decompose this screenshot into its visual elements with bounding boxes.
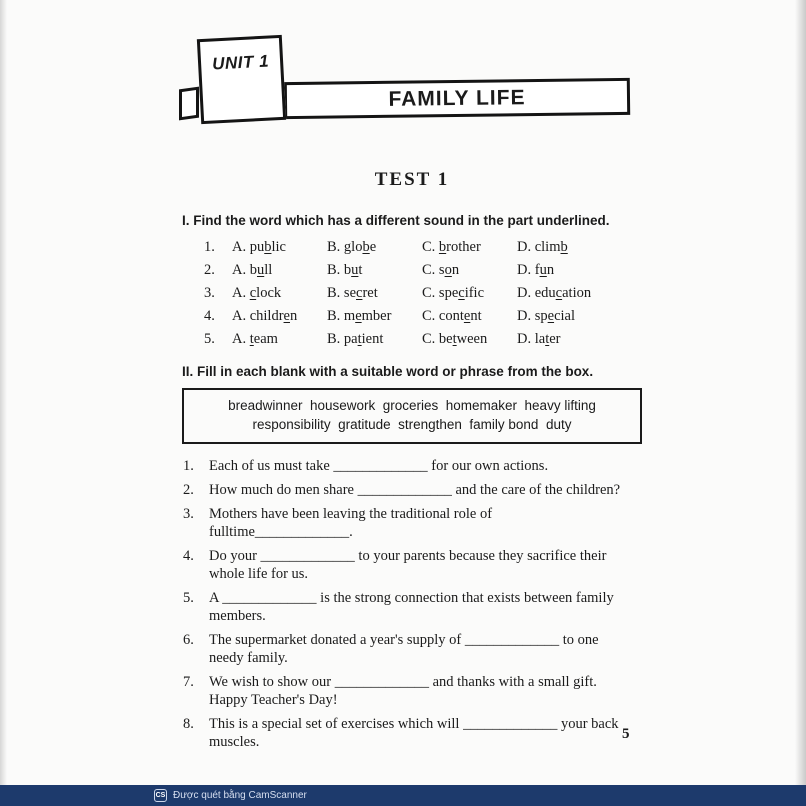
question-text [209,457,633,476]
option-a: A. bull [232,261,273,278]
question-row [182,589,642,626]
question-line: Happy Teacher's Day! [209,692,338,708]
question-text [209,589,633,626]
question-text [209,505,633,542]
question-line: Mothers have been leaving the traditional role of fulltime_____________. [209,505,493,540]
option-d: D. special [517,307,575,324]
question-number: 3. [204,284,215,301]
word-bank-line: responsibility gratitude strengthen family bond duty [252,417,572,433]
question-number: 4. [204,307,215,324]
question-line: needy family. [209,650,288,666]
question-line: The supermarket donated a year's supply of _____________ to one [209,631,599,648]
option-c: C. content [422,307,482,324]
question-text [209,673,633,710]
unit-title-banner [284,78,630,119]
question-text [209,631,633,668]
question-number: 5. [204,330,215,347]
option-b: B. patient [327,330,384,347]
unit-badge [197,35,286,124]
question-row [182,481,642,500]
option-a: A. clock [232,284,282,301]
option-a: A. public [232,238,286,255]
option-d: D. education [517,284,592,301]
option-b: B. but [327,261,363,278]
question-line: Do your _____________ to your parents because they sacrifice their [209,547,607,564]
phonetic-row [182,259,642,282]
question-text [209,547,633,584]
phonetic-row [182,282,642,305]
question-row [182,505,642,542]
question-number: 8. [183,715,194,732]
word-bank-box [182,388,642,444]
question-row [182,547,642,584]
option-a: A. children [232,307,298,324]
test-title: TEST 1 [374,169,450,190]
question-number: 5. [183,589,194,606]
camscanner-text: Được quét bằng CamScanner [173,790,307,801]
phonetic-row [182,236,642,259]
question-row [182,631,642,668]
question-number: 3. [183,505,194,522]
question-row [182,457,642,476]
question-line: How much do men share _____________ and the care of the children? [209,481,621,498]
question-text [209,481,633,500]
question-line: A _____________ is the strong connection that exists between family [209,589,614,606]
unit-label: UNIT 1 [211,51,270,74]
option-a: A. team [232,330,278,347]
question-line: muscles. [209,734,260,750]
camscanner-watermark-bar [0,785,806,806]
question-line: members. [209,608,266,624]
question-number: 2. [183,481,194,498]
option-c: C. between [422,330,488,347]
section1-heading: I. Find the word which has a different sound in the part underlined. [182,212,610,228]
phonetic-row [182,305,642,328]
camscanner-icon: CS [154,789,167,802]
option-d: D. climb [517,238,568,255]
question-line: We wish to show our _____________ and thanks with a small gift. [209,673,597,690]
page-content [182,168,642,752]
option-d: D. fun [517,261,555,278]
question-number: 6. [183,631,194,648]
unit-header [0,0,806,168]
question-line: This is a special set of exercises which will _____________ your back [209,715,619,732]
unit-title: FAMILY LIFE [388,85,526,111]
word-bank-line: breadwinner housework groceries homemaker heavy lifting [228,397,596,413]
question-number: 4. [183,547,194,564]
option-b: B. secret [327,284,378,301]
option-b: B. globe [327,238,377,255]
question-number: 1. [183,457,194,474]
section2-heading: II. Fill in each blank with a suitable word or phrase from the box. [182,363,594,379]
question-text [209,715,633,752]
question-number: 1. [204,238,215,255]
question-number: 2. [204,261,215,278]
option-c: C. specific [422,284,485,301]
question-number: 7. [183,673,194,690]
phonetic-row [182,328,642,351]
page-number: 5 [622,726,630,742]
question-row [182,715,642,752]
option-d: D. later [517,330,561,347]
option-c: C. son [422,261,460,278]
option-b: B. member [327,307,392,324]
question-line: whole life for us. [209,566,309,582]
phonetics-exercise [182,236,642,351]
ribbon-tab [179,87,199,121]
question-row [182,673,642,710]
fill-blank-exercise [182,457,642,752]
option-c: C. brother [422,238,481,255]
question-line: Each of us must take _____________ for our own actions. [209,457,549,474]
